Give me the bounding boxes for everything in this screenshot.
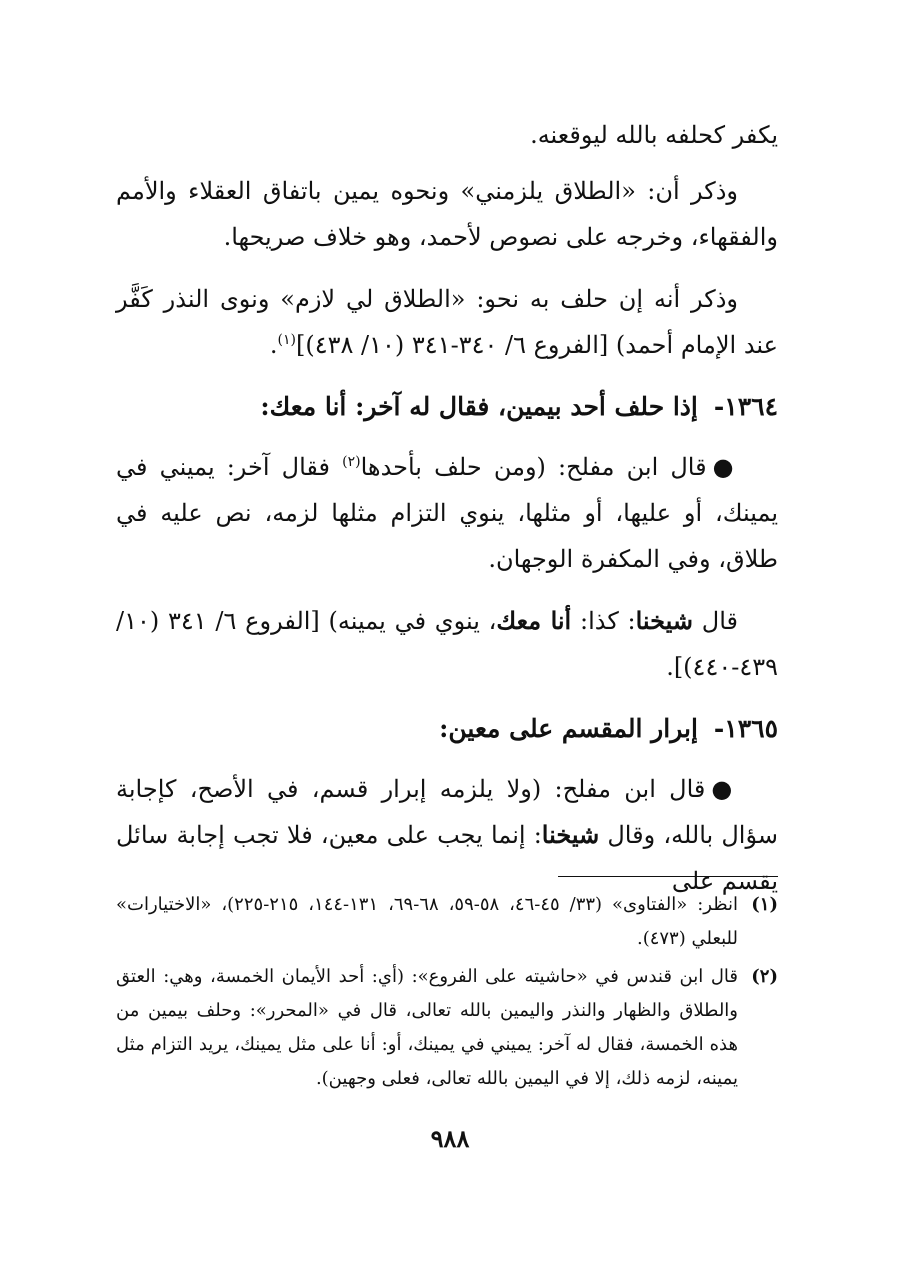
bullet-icon: ● bbox=[712, 453, 738, 481]
paragraph-text-cont: : كذا: bbox=[571, 607, 636, 635]
bold-phrase: أنا معك bbox=[496, 606, 572, 635]
page-number: ٩٨٨ bbox=[430, 1124, 470, 1153]
footnote-item bbox=[116, 888, 778, 956]
sheikh-term: شيخنا bbox=[541, 820, 600, 849]
section-heading-1365 bbox=[116, 706, 778, 752]
paragraph-text-end: ، ينوي في يمينه) [الفروع ٦/ ٣٤١ (١٠/ ٤٣٩-٤٤٠)]. bbox=[116, 607, 778, 681]
paragraph-text: قال ابن مفلح: (ولا يلزمه إبرار قسم، في الأصح، كإجابة سؤال بالله، وقال bbox=[116, 775, 778, 849]
paragraph-sheikh-1 bbox=[116, 598, 778, 690]
footnotes bbox=[116, 888, 778, 1100]
footnote-text: انظر: «الفتاوى» (٣٣/ ٤٥-٤٦، ٥٨-٥٩، ٦٨-٦٩، ١٣١-١٤٤، ٢١٥-٢٢٥)، «الاختيارات» للبعلي (٤٧٣). bbox=[116, 894, 739, 949]
section-title: إبرار المقسم على معين: bbox=[439, 714, 698, 743]
paragraph-talaq-oath: وذكر أن: «الطلاق يلزمني» ونحوه يمين باتفاق العقلاء والأمم والفقهاء، وخرجه على نصوص لأحمد، وهو خلاف صريحها. bbox=[116, 177, 778, 251]
period: . bbox=[269, 331, 278, 359]
main-text bbox=[116, 112, 778, 920]
paragraph-ibn-muflih-1 bbox=[116, 444, 778, 582]
footnote-divider bbox=[558, 876, 778, 877]
footnote-ref-1[interactable]: (١) bbox=[277, 332, 296, 348]
paragraph-ibn-muflih-2 bbox=[116, 766, 778, 904]
sheikh-term: شيخنا bbox=[635, 606, 694, 635]
paragraph-continuation: يكفر كحلفه بالله ليوقعنه. bbox=[530, 121, 778, 149]
section-number: ١٣٦٥- bbox=[713, 714, 778, 743]
footnote-number: (٢) bbox=[751, 966, 778, 987]
paragraph-text: وذكر أنه إن حلف به نحو: «الطلاق لي لازم» ونوى النذر كَفَّر عند الإمام أحمد) [الفروع ٦/ ٣٤٠-٣٤١ (١٠/ ٤٣٨)] bbox=[116, 285, 778, 359]
footnote-number: (١) bbox=[751, 894, 778, 915]
footnote-ref-2[interactable]: (٢) bbox=[342, 454, 361, 470]
paragraph-text: قال ابن مفلح: (ومن حلف بأحدها bbox=[360, 453, 707, 481]
paragraph-text: قال bbox=[693, 607, 738, 635]
section-heading-1364 bbox=[116, 384, 778, 430]
section-number: ١٣٦٤- bbox=[713, 392, 778, 421]
paragraph-talaq-nadhr bbox=[116, 276, 778, 368]
bullet-icon: ● bbox=[711, 775, 738, 803]
footnote-text: قال ابن قندس في «حاشيته على الفروع»: (أي: أحد الأيمان الخمسة، وهي: العتق والطلاق والظهار والنذر واليمين بالله تعالى، قال في «المحرر»: وحلف بيمين من هذه الخمسة، فقال له آخر: يميني في يمينك، أو: أنا على مثل يمينك، يريد التزام مثل يمينه، لزمه ذلك، إلا في اليمين بالله تعالى، فعلى وجهين). bbox=[116, 966, 738, 1089]
footnote-item bbox=[116, 960, 778, 1096]
section-title: إذا حلف أحد بيمين، فقال له آخر: أنا معك: bbox=[260, 392, 698, 421]
paragraph-text-cont: فقال آخر: يميني في يمينك، أو عليها، أو مثلها، ينوي التزام مثلها لزمه، نص عليه في طلاق، وفي المكفرة الوجهان. bbox=[116, 453, 778, 573]
paragraph-text-cont: : إنما يجب على معين، فلا تجب إجابة سائل يقسم على bbox=[116, 821, 778, 895]
